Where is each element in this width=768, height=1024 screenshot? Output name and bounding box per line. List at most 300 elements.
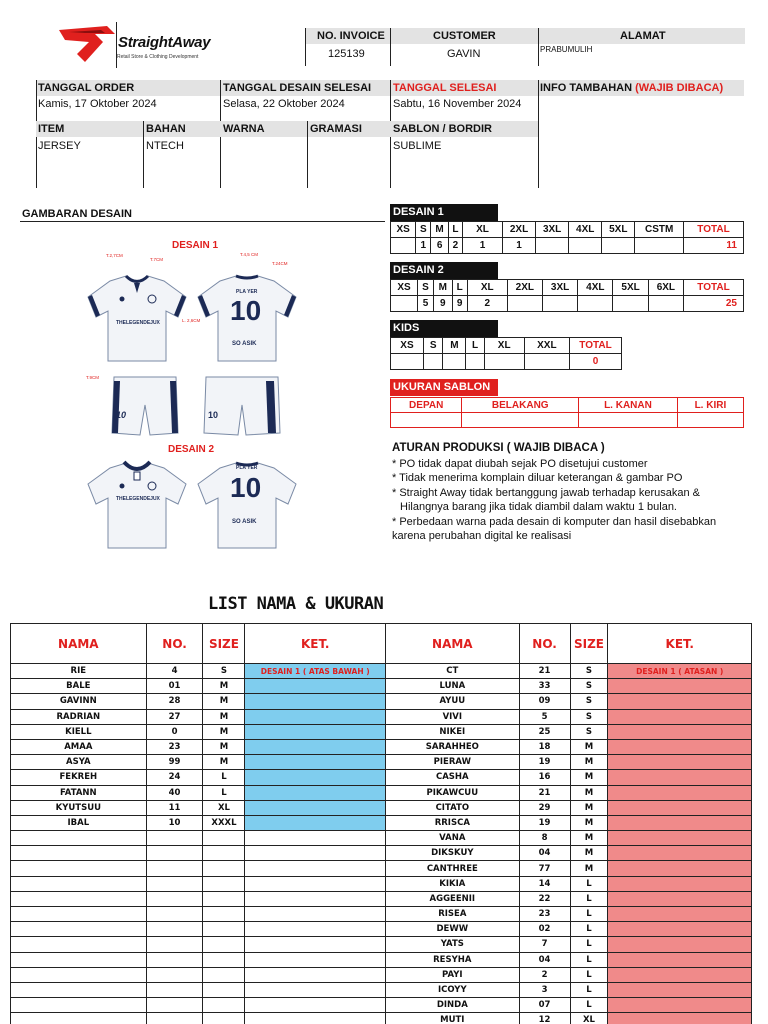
size-header: 4XL (578, 280, 613, 296)
cell-no: 14 (519, 876, 570, 891)
cell-nama: VIVI (386, 709, 520, 724)
col-size: SIZE (203, 624, 245, 664)
cell-ket (608, 770, 752, 785)
cell-ket (245, 739, 386, 754)
size-value (391, 296, 418, 312)
tanggal-desain-label: TANGGAL DESAIN SELESAI (223, 82, 372, 94)
cell-size: XXXL (203, 815, 245, 830)
cell-size: M (570, 785, 608, 800)
ukuran-sablon-table (390, 397, 744, 428)
desain1-player-name: PLA YER (236, 289, 258, 295)
cell-ket (245, 907, 386, 922)
cell-no: 7 (519, 937, 570, 952)
cell-ket: DESAIN 1 ( ATASAN ) (608, 664, 752, 679)
cell-no (146, 982, 203, 997)
cell-no: 04 (519, 952, 570, 967)
cell-ket (608, 800, 752, 815)
cell-nama (11, 1013, 147, 1024)
rules-title: ATURAN PRODUKSI ( WAJIB DIBACA ) (392, 442, 605, 454)
gambaran-desain-title: GAMBARAN DESAIN (22, 208, 132, 220)
table-row (11, 815, 386, 830)
cell-nama (11, 982, 147, 997)
cell-no: 21 (519, 664, 570, 679)
size-value: 1 (503, 238, 536, 254)
shorts-number: 10 (116, 410, 127, 420)
size-value (536, 238, 569, 254)
cell-ket (608, 679, 752, 694)
table-row (11, 664, 386, 679)
cell-ket (608, 952, 752, 967)
table-row (386, 861, 752, 876)
cell-nama (11, 846, 147, 861)
size-header: XXL (524, 338, 569, 354)
annotation-shorts: T.9CM (86, 375, 100, 380)
cell-size: M (203, 739, 245, 754)
cell-no (146, 952, 203, 967)
info-tambahan-label: INFO TAMBAHAN (WAJIB DIBACA) (540, 82, 724, 94)
cell-size (203, 1013, 245, 1024)
cell-ket (608, 907, 752, 922)
tanggal-order-value: Kamis, 17 Oktober 2024 (38, 98, 157, 110)
cell-ket (245, 1013, 386, 1024)
size-header: 3XL (542, 280, 577, 296)
size-header: 5XL (602, 222, 635, 238)
size-header: L (466, 338, 484, 354)
cell-size (203, 891, 245, 906)
size-value (602, 238, 635, 254)
annotation-collar-height: T.2,7CM (106, 253, 123, 258)
size-header: S (416, 222, 431, 238)
cell-ket (608, 967, 752, 982)
cell-size: L (203, 770, 245, 785)
desain2-player-name: PLA YER (236, 465, 258, 471)
kids-size-table (390, 337, 622, 370)
customer-label: CUSTOMER (433, 30, 496, 42)
table-row (11, 846, 386, 861)
item-value: JERSEY (38, 140, 81, 152)
table-row (386, 891, 752, 906)
bahan-label: BAHAN (146, 123, 186, 135)
cell-nama: AMAA (11, 739, 147, 754)
cell-ket (245, 998, 386, 1013)
table-row (386, 831, 752, 846)
cell-ket (608, 922, 752, 937)
size-total-value: 0 (570, 354, 622, 370)
size-value (443, 354, 466, 370)
size-header: 3XL (536, 222, 569, 238)
desain1-shorts-front (110, 375, 180, 437)
cell-no (146, 907, 203, 922)
cell-ket: DESAIN 1 ( ATAS BAWAH ) (245, 664, 386, 679)
cell-ket (245, 709, 386, 724)
cell-ket (245, 679, 386, 694)
customer-value: GAVIN (447, 48, 481, 60)
table-row (386, 785, 752, 800)
cell-nama: PIKAWCUU (386, 785, 520, 800)
size-header: XL (467, 280, 507, 296)
cell-ket (608, 891, 752, 906)
cell-no (146, 891, 203, 906)
size-value (542, 296, 577, 312)
col-no: NO. (146, 624, 203, 664)
cell-ket (608, 846, 752, 861)
brand-name: StraightAway (118, 34, 211, 51)
cell-no: 19 (519, 815, 570, 830)
cell-size: L (570, 876, 608, 891)
cell-size: L (203, 785, 245, 800)
cell-nama (11, 937, 147, 952)
cell-ket (608, 982, 752, 997)
alamat-label: ALAMAT (620, 30, 666, 42)
cell-ket (245, 831, 386, 846)
cell-ket (245, 785, 386, 800)
cell-size: L (570, 998, 608, 1013)
cell-no: 18 (519, 739, 570, 754)
col-size: SIZE (570, 624, 608, 664)
table-row (11, 967, 386, 982)
size-value (466, 354, 484, 370)
cell-no: 0 (146, 724, 203, 739)
cell-no: 23 (519, 907, 570, 922)
size-value (391, 354, 424, 370)
size-header: 4XL (569, 222, 602, 238)
size-value: 2 (448, 238, 462, 254)
cell-ket (245, 770, 386, 785)
cell-no: 02 (519, 922, 570, 937)
size-value: 6 (431, 238, 449, 254)
cell-ket (245, 815, 386, 830)
cell-size (203, 876, 245, 891)
cell-size (203, 998, 245, 1013)
annotation-name-height: T.4,5 CM (240, 252, 259, 257)
cell-size (203, 907, 245, 922)
cell-ket (608, 755, 752, 770)
ukuran-sablon-title: UKURAN SABLON (390, 379, 498, 396)
size-total-value: 11 (684, 238, 744, 254)
cell-nama: RESYHA (386, 952, 520, 967)
size-total-value: 25 (684, 296, 744, 312)
cell-nama: CASHA (386, 770, 520, 785)
cell-nama (11, 998, 147, 1013)
table-row (11, 831, 386, 846)
table-row (386, 998, 752, 1013)
cell-nama (11, 891, 147, 906)
table-row (386, 952, 752, 967)
cell-no: 25 (519, 724, 570, 739)
table-row (11, 770, 386, 785)
size-value: 1 (463, 238, 503, 254)
cell-no (146, 861, 203, 876)
cell-ket (608, 831, 752, 846)
table-row (386, 982, 752, 997)
cell-no: 4 (146, 664, 203, 679)
tanggal-selesai-value: Sabtu, 16 November 2024 (393, 98, 522, 110)
size-header-total: TOTAL (684, 280, 744, 296)
cell-ket (608, 724, 752, 739)
cell-no (146, 846, 203, 861)
cell-nama: DIKSKUY (386, 846, 520, 861)
cell-nama: CANTHREE (386, 861, 520, 876)
cell-ket (608, 861, 752, 876)
size-value: 9 (452, 296, 467, 312)
sablon-value: SUBLIME (393, 140, 442, 152)
invoice-value: 125139 (328, 48, 365, 60)
cell-nama: VANA (386, 831, 520, 846)
cell-ket (245, 755, 386, 770)
table-row (11, 952, 386, 967)
cell-size: M (570, 831, 608, 846)
size-header-total: TOTAL (684, 222, 744, 238)
cell-size: M (203, 694, 245, 709)
size-header: 2XL (503, 222, 536, 238)
cell-size: S (570, 664, 608, 679)
straightaway-logo-mark (55, 24, 117, 64)
size-value (578, 296, 613, 312)
cell-size: L (570, 967, 608, 982)
cell-size: M (570, 815, 608, 830)
cell-nama (11, 876, 147, 891)
cell-size: M (570, 861, 608, 876)
cell-size (203, 861, 245, 876)
cell-size (203, 952, 245, 967)
desain1-mockup-label: DESAIN 1 (172, 240, 219, 251)
tanggal-selesai-label: TANGGAL SELESAI (393, 82, 497, 94)
cell-no (146, 876, 203, 891)
desain1-front-jersey (82, 273, 192, 363)
cell-size: XL (203, 800, 245, 815)
cell-no: 40 (146, 785, 203, 800)
cell-size: L (570, 952, 608, 967)
table-row (11, 982, 386, 997)
rule-line: * PO tidak dapat diubah sejak PO disetujui customer (392, 457, 648, 470)
size-header: XL (484, 338, 524, 354)
cell-nama: ASYA (11, 755, 147, 770)
size-value: 9 (433, 296, 452, 312)
cell-ket (245, 861, 386, 876)
cell-nama: CITATO (386, 800, 520, 815)
cell-no: 09 (519, 694, 570, 709)
table-row (386, 937, 752, 952)
cell-ket (608, 1013, 752, 1024)
desain2-front-jersey (82, 460, 192, 550)
cell-no: 23 (146, 739, 203, 754)
annotation-logo-height: T.7CM (150, 257, 164, 262)
list-left-table (10, 623, 386, 1024)
production-rules (392, 441, 762, 544)
cell-size: M (570, 739, 608, 754)
cell-nama (11, 952, 147, 967)
cell-no: 07 (519, 998, 570, 1013)
size-header: XL (463, 222, 503, 238)
cell-size (203, 831, 245, 846)
cell-size: M (203, 755, 245, 770)
desain2-team-name: THELEGENDEJUX (116, 496, 160, 502)
table-row (386, 815, 752, 830)
cell-ket (608, 785, 752, 800)
size-value (524, 354, 569, 370)
desain1-shorts-back (202, 375, 282, 437)
cell-size (203, 967, 245, 982)
cell-no (146, 922, 203, 937)
col-nama: NAMA (386, 624, 520, 664)
cell-nama: KIKIA (386, 876, 520, 891)
size-header-total: TOTAL (570, 338, 622, 354)
tanggal-order-label: TANGGAL ORDER (38, 82, 135, 94)
cell-ket (245, 982, 386, 997)
cell-no (146, 937, 203, 952)
size-value (613, 296, 648, 312)
cell-ket (608, 815, 752, 830)
cell-no (146, 998, 203, 1013)
size-value (507, 296, 542, 312)
design-mockup (80, 235, 310, 555)
cell-size: XL (570, 1013, 608, 1024)
cell-size: S (570, 679, 608, 694)
table-row (386, 679, 752, 694)
cell-size: S (570, 694, 608, 709)
table-row (11, 907, 386, 922)
cell-nama: IBAL (11, 815, 147, 830)
list-right-table (385, 623, 752, 1024)
tanggal-desain-value: Selasa, 22 Oktober 2024 (223, 98, 345, 110)
cell-ket (608, 709, 752, 724)
sablon-header-depan: DEPAN (391, 398, 462, 413)
cell-no: 2 (519, 967, 570, 982)
cell-size: L (570, 891, 608, 906)
cell-nama (11, 967, 147, 982)
cell-no: 21 (519, 785, 570, 800)
cell-no: 8 (519, 831, 570, 846)
size-value (391, 238, 416, 254)
size-header: XS (391, 338, 424, 354)
table-row (386, 846, 752, 861)
size-header: M (433, 280, 452, 296)
size-header: L (448, 222, 462, 238)
gramasi-label: GRAMASI (310, 123, 362, 135)
desain1-back-number: 10 (230, 295, 262, 326)
cell-size: L (570, 937, 608, 952)
table-row (386, 922, 752, 937)
cell-ket (608, 876, 752, 891)
shorts-back-number: 10 (208, 410, 219, 420)
cell-size: M (203, 724, 245, 739)
cell-nama: MUTI (386, 1013, 520, 1024)
cell-nama: ICOYY (386, 982, 520, 997)
table-row (386, 967, 752, 982)
cell-no: 22 (519, 891, 570, 906)
table-row (11, 755, 386, 770)
cell-nama: RIE (11, 664, 147, 679)
cell-ket (245, 937, 386, 952)
cell-no: 16 (519, 770, 570, 785)
cell-no (146, 831, 203, 846)
size-header: 5XL (613, 280, 648, 296)
cell-no (146, 967, 203, 982)
sablon-header-kanan: L. KANAN (579, 398, 678, 413)
list-title: LIST NAMA & UKURAN (208, 594, 384, 614)
rule-line: * Tidak menerima komplain diluar keterangan & gambar PO (392, 472, 683, 484)
rule-line: karena perubahan digital ke realisasi (392, 530, 572, 542)
cell-ket (245, 800, 386, 815)
table-row (386, 739, 752, 754)
table-row (386, 876, 752, 891)
table-row (11, 800, 386, 815)
cell-nama: PAYI (386, 967, 520, 982)
size-header: XS (391, 222, 416, 238)
cell-no: 24 (146, 770, 203, 785)
cell-no: 01 (146, 679, 203, 694)
table-row (11, 724, 386, 739)
table-row (11, 709, 386, 724)
table-row (11, 1013, 386, 1024)
size-value (484, 354, 524, 370)
size-value (569, 238, 602, 254)
kids-size-title: KIDS (390, 320, 498, 337)
cell-size: S (570, 724, 608, 739)
size-header: 6XL (648, 280, 683, 296)
desain2-sponsor: SO ASIK (232, 519, 257, 525)
cell-nama: YATS (386, 937, 520, 952)
size-header: CSTM (635, 222, 684, 238)
size-value (423, 354, 443, 370)
cell-size (203, 937, 245, 952)
cell-nama: DEWW (386, 922, 520, 937)
cell-no: 3 (519, 982, 570, 997)
cell-size: S (203, 664, 245, 679)
desain2-mockup-label: DESAIN 2 (168, 444, 215, 455)
table-row (11, 876, 386, 891)
cell-size: M (570, 770, 608, 785)
cell-no: 33 (519, 679, 570, 694)
cell-size: L (570, 907, 608, 922)
cell-size (203, 982, 245, 997)
cell-nama (11, 922, 147, 937)
cell-no: 99 (146, 755, 203, 770)
cell-ket (608, 694, 752, 709)
col-nama: NAMA (11, 624, 147, 664)
desain1-size-table (390, 221, 744, 254)
desain2-back-number: 10 (230, 472, 262, 503)
cell-ket (245, 952, 386, 967)
cell-size: L (570, 982, 608, 997)
invoice-label: NO. INVOICE (317, 30, 385, 42)
sablon-bordir-label: SABLON / BORDIR (393, 123, 492, 135)
cell-size: L (570, 922, 608, 937)
cell-size (203, 846, 245, 861)
cell-no: 12 (519, 1013, 570, 1024)
cell-nama: RRISCA (386, 815, 520, 830)
cell-no: 10 (146, 815, 203, 830)
cell-size: M (570, 846, 608, 861)
desain1-size-title: DESAIN 1 (390, 204, 498, 221)
cell-size: M (570, 800, 608, 815)
desain2-size-table (390, 279, 744, 312)
cell-ket (245, 891, 386, 906)
warna-label: WARNA (223, 123, 265, 135)
cell-nama: AYUU (386, 694, 520, 709)
table-row (11, 891, 386, 906)
cell-nama: DINDA (386, 998, 520, 1013)
cell-no: 29 (519, 800, 570, 815)
size-value: 2 (467, 296, 507, 312)
brand-logo (55, 24, 235, 66)
brand-tagline: Retail Store & Clothing Development (117, 54, 199, 60)
alamat-value: PRABUMULIH (540, 45, 593, 54)
rule-line: Hilangnya barang jika tidak diambil dalam waktu 1 bulan. (400, 501, 677, 513)
size-value: 1 (416, 238, 431, 254)
desain1-sponsor: SO ASIK (232, 341, 257, 347)
size-value: 5 (417, 296, 433, 312)
